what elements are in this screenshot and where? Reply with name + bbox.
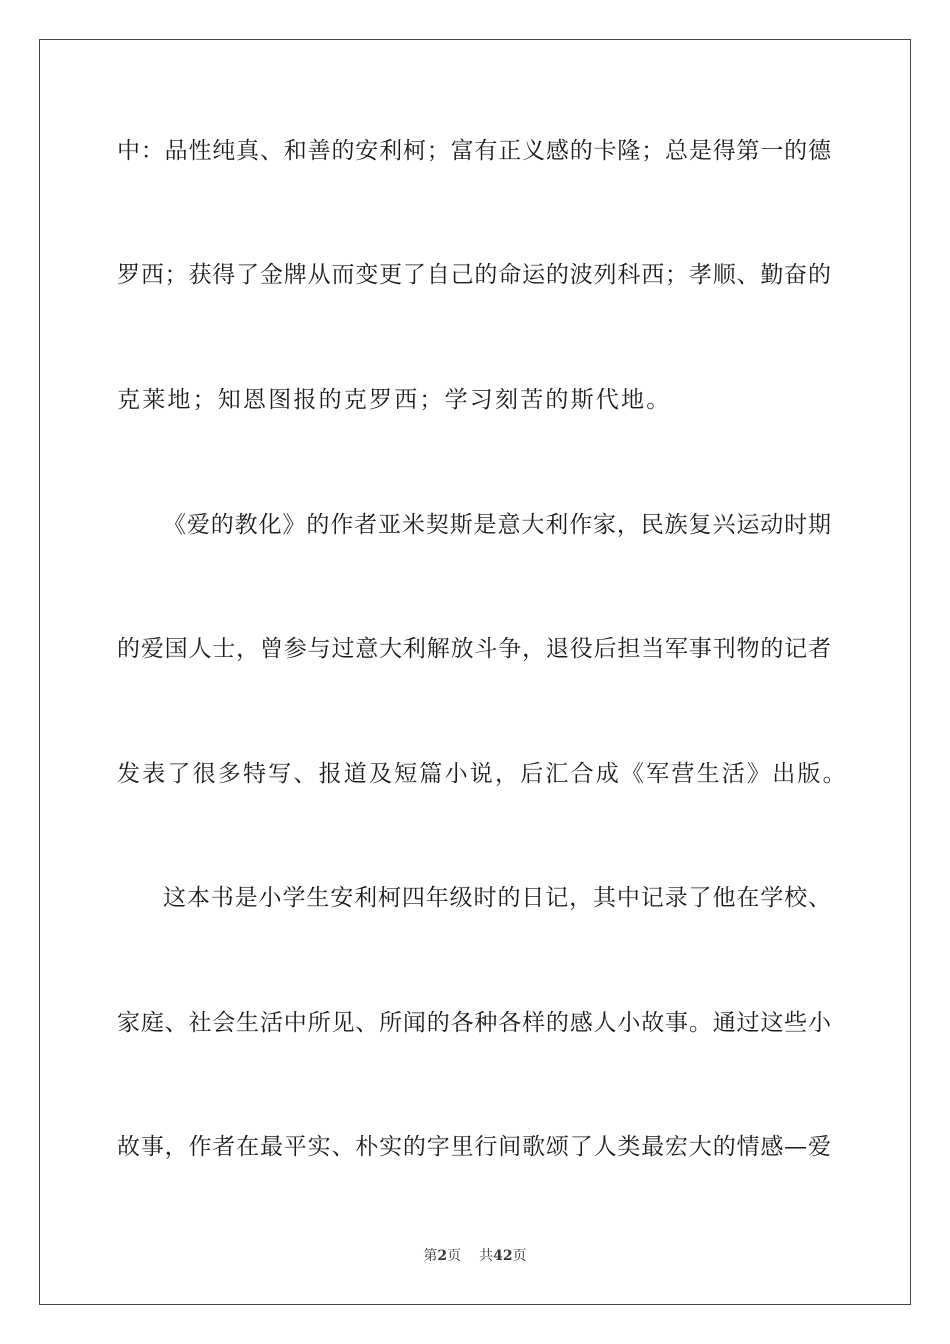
text-line-1: 中：品性纯真、和善的安利柯；富有正义感的卡隆；总是得第一的德 (117, 138, 831, 164)
page-suffix: 页 (447, 1248, 462, 1264)
page-number: 2 (437, 1248, 448, 1264)
page-prefix: 第 (423, 1248, 438, 1264)
total-prefix: 共 (479, 1248, 494, 1264)
text-line-4: 《爱的教化》的作者亚米契斯是意大利作家，民族复兴运动时期 (163, 512, 831, 538)
text-line-7: 这本书是小学生安利柯四年级时的日记，其中记录了他在学校、 (163, 885, 831, 911)
text-line-2: 罗西；获得了金牌从而变更了自己的命运的波列科西；孝顺、勤奋的 (117, 262, 831, 288)
text-line-6: 发表了很多特写、报道及短篇小说，后汇合成《军营生活》出版。 (117, 761, 848, 787)
total-suffix: 页 (512, 1248, 527, 1264)
page-footer (0, 1247, 950, 1265)
page-border (39, 39, 911, 1305)
text-line-3: 克莱地；知恩图报的克罗西；学习刻苦的斯代地。 (117, 387, 672, 413)
total-pages: 42 (493, 1248, 513, 1264)
text-line-8: 家庭、社会生活中所见、所闻的各种各样的感人小故事。通过这些小 (117, 1010, 831, 1036)
text-line-9: 故事，作者在最平实、朴实的字里行间歌颂了人类最宏大的情感—爱 (117, 1134, 831, 1160)
text-line-5: 的爱国人士，曾参与过意大利解放斗争，退役后担当军事刊物的记者 (117, 636, 831, 662)
